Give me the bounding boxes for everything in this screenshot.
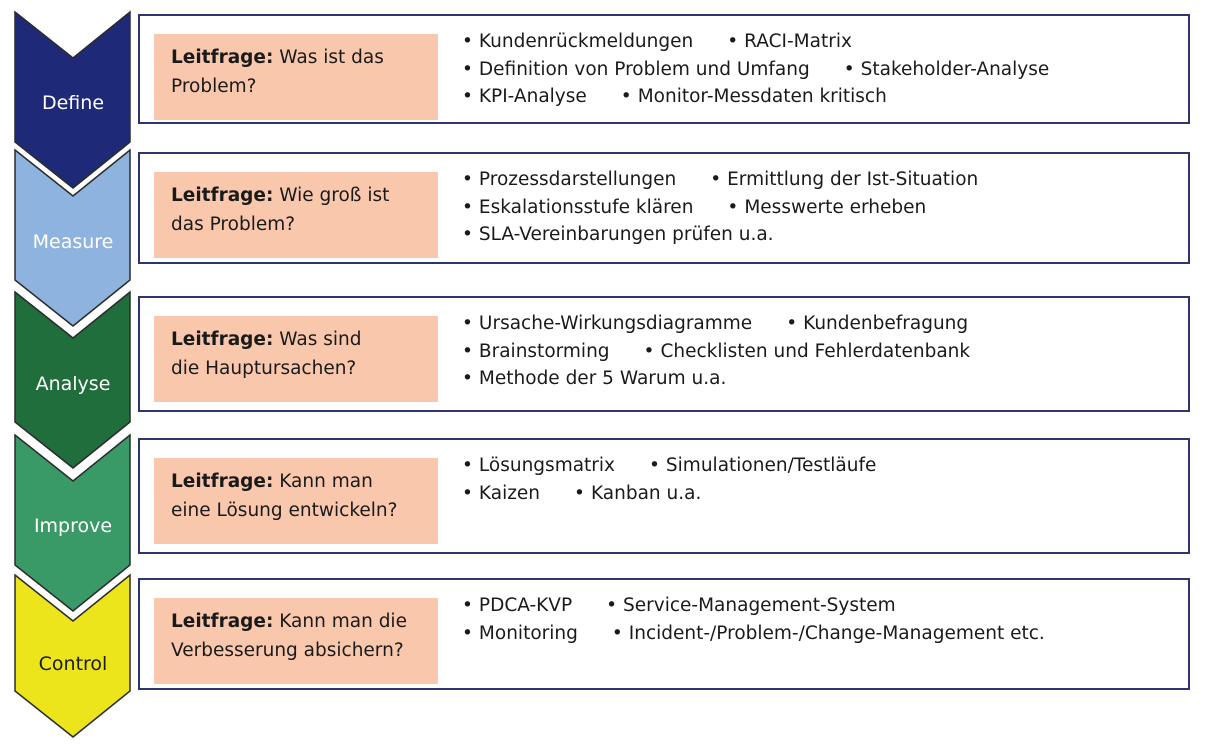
method-item: • Stakeholder-Analyse	[844, 56, 1050, 84]
question-line: Problem?	[171, 76, 257, 97]
method-line	[462, 83, 1180, 111]
question-lead: Leitfrage:	[171, 47, 274, 68]
method-list	[462, 592, 1180, 647]
method-item: • SLA-Vereinbarungen prüfen u.a.	[462, 221, 774, 249]
phase-box-define	[138, 14, 1190, 124]
method-line	[462, 310, 1180, 338]
method-item: • Eskalationsstufe klären	[462, 194, 693, 222]
method-item: • Definition von Problem und Umfang	[462, 56, 810, 84]
method-item: • Prozessdarstellungen	[462, 166, 676, 194]
question-line: das Problem?	[171, 214, 296, 235]
method-item: • Brainstorming	[462, 338, 610, 366]
question-line: eine Lösung entwickeln?	[171, 500, 398, 521]
phase-box-analyse	[138, 296, 1190, 412]
method-item: • Simulationen/Testläufe	[649, 452, 876, 480]
question-lead: Leitfrage:	[171, 329, 274, 350]
method-line	[462, 221, 1180, 249]
phase-label-analyse: Analyse	[35, 373, 111, 395]
question-line: die Hauptursachen?	[171, 358, 357, 379]
method-line	[462, 452, 1180, 480]
question-lead: Leitfrage:	[171, 611, 274, 632]
method-item: • KPI-Analyse	[462, 83, 587, 111]
method-item: • Kaizen	[462, 480, 540, 508]
question-line: Leitfrage: Was ist das	[171, 47, 384, 68]
method-item: • Monitor-Messdaten kritisch	[621, 83, 887, 111]
guiding-question	[154, 172, 438, 258]
method-list	[462, 28, 1180, 111]
method-item: • Ursache-Wirkungsdiagramme	[462, 310, 752, 338]
method-line	[462, 365, 1180, 393]
method-line	[462, 338, 1180, 366]
method-item: • Ermittlung der Ist-Situation	[710, 166, 978, 194]
method-item: • PDCA-KVP	[462, 592, 572, 620]
method-line	[462, 166, 1180, 194]
question-line: Leitfrage: Was sind	[171, 329, 362, 350]
phase-label-control: Control	[38, 653, 108, 675]
method-item: • Methode der 5 Warum u.a.	[462, 365, 726, 393]
method-item: • Kundenbefragung	[786, 310, 968, 338]
guiding-question	[154, 316, 438, 402]
guiding-question	[154, 34, 438, 120]
method-line	[462, 620, 1180, 648]
method-item: • Incident-/Problem-/Change-Management etc.	[612, 620, 1045, 648]
phase-label-measure: Measure	[32, 231, 114, 253]
question-line: Leitfrage: Wie groß ist	[171, 185, 390, 206]
method-item: • RACI-Matrix	[727, 28, 852, 56]
method-line	[462, 480, 1180, 508]
phase-box-improve	[138, 438, 1190, 554]
method-list	[462, 310, 1180, 393]
method-item: • Service-Management-System	[606, 592, 896, 620]
method-line	[462, 56, 1180, 84]
phase-label-define: Define	[41, 92, 105, 114]
guiding-question	[154, 598, 438, 684]
method-item: • Messwerte erheben	[727, 194, 926, 222]
phase-label-improve: Improve	[33, 515, 113, 537]
question-line: Leitfrage: Kann man	[171, 471, 373, 492]
method-line	[462, 28, 1180, 56]
method-item: • Kundenrückmeldungen	[462, 28, 693, 56]
method-line	[462, 194, 1180, 222]
method-item: • Kanban u.a.	[574, 480, 701, 508]
question-line: Leitfrage: Kann man die	[171, 611, 407, 632]
question-lead: Leitfrage:	[171, 471, 274, 492]
phase-box-measure	[138, 152, 1190, 264]
method-item: • Monitoring	[462, 620, 578, 648]
question-lead: Leitfrage:	[171, 185, 274, 206]
guiding-question	[154, 458, 438, 544]
method-item: • Lösungsmatrix	[462, 452, 615, 480]
phase-box-control	[138, 578, 1190, 690]
method-item: • Checklisten und Fehlerdatenbank	[644, 338, 971, 366]
question-line: Verbesserung absichern?	[171, 640, 404, 661]
method-list	[462, 452, 1180, 507]
method-line	[462, 592, 1180, 620]
method-list	[462, 166, 1180, 249]
